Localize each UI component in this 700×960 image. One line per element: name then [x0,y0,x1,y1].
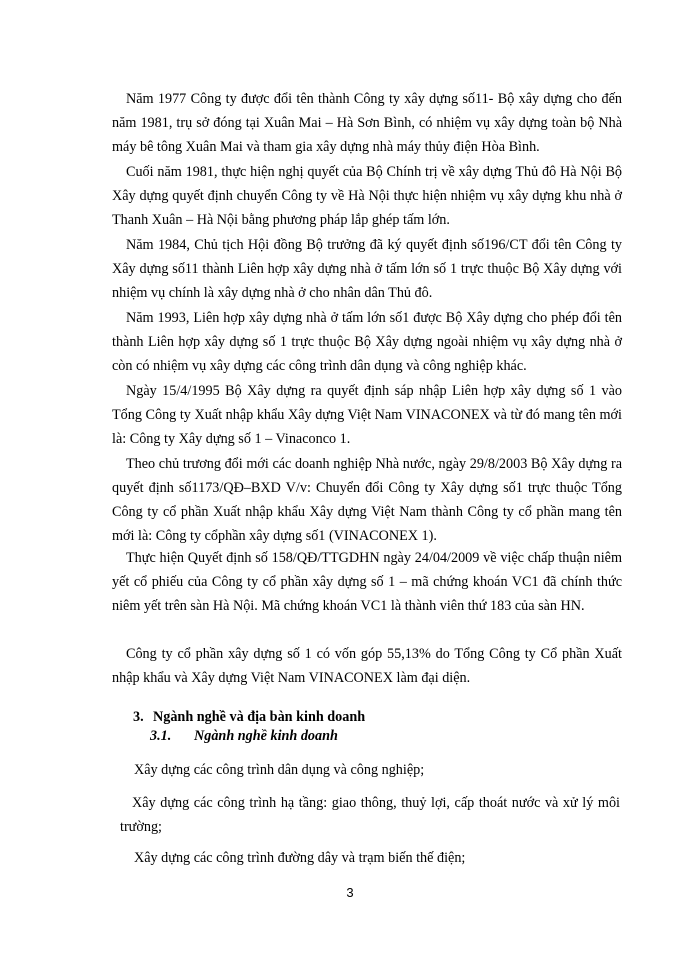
page-number: 3 [346,885,354,900]
paragraph-1993: Năm 1993, Liên hợp xây dựng nhà ở tấm lớn số1 được Bộ Xây dựng cho phép đổi tên thành Liên hợp xây dựng số 1 trực thuộc Bộ Xây dựng ngoài nhiệm vụ xây dựng nhà ở còn có nhiệm vụ xây dựng các công trình dân dụng và công nghiệp khác. [112,310,622,374]
section-3-number: 3. [133,709,144,725]
business-line-civil: Xây dựng các công trình dân dụng và công nghiệp; [134,762,425,778]
section-3-1-heading [150,724,338,748]
paragraph-1984: Năm 1984, Chủ tịch Hội đồng Bộ trưởng đã ký quyết định số196/CT đổi tên Công ty Xây dựng số11 thành Liên hợp xây dựng nhà ở tấm lớn số 1 trực thuộc Bộ Xây dựng với nhiệm vụ chính là xây dựng nhà ở cho nhân dân Thủ đô. [112,237,622,301]
paragraph-capital: Công ty cổ phần xây dựng số 1 có vốn góp 55,13% do Tổng Công ty Cổ phần Xuất nhập khẩu và Xây dựng Việt Nam VINACONEX làm đại diện. [112,646,622,686]
section-3-1-number: 3.1. [150,728,172,744]
paragraph-1995: Ngày 15/4/1995 Bộ Xây dựng ra quyết định sáp nhập Liên hợp xây dựng số 1 vào Tổng Công ty Xuất nhập khẩu Xây dựng Việt Nam VINACONEX và từ đó mang tên mới là: Công ty Xây dựng số 1 – Vinaconco 1. [112,383,622,447]
paragraph-2009: Thực hiện Quyết định số 158/QĐ/TTGDHN ngày 24/04/2009 về việc chấp thuận niêm yết cổ phiếu của Công ty cổ phần xây dựng số 1 – mã chứng khoán VC1 đã chính thức niêm yết trên sàn Hà Nội. Mã chứng khoán VC1 là thành viên thứ 183 của sàn HN. [112,550,622,614]
business-line-power: Xây dựng các công trình đường dây và trạm biến thế điện; [134,850,466,866]
section-3-title: Ngành nghề và địa bàn kinh doanh [153,709,366,725]
paragraph-2003: Theo chủ trương đổi mới các doanh nghiệp Nhà nước, ngày 29/8/2003 Bộ Xây dựng ra quyết định số1173/QĐ–BXD V/v: Chuyển đổi Công ty Xây dựng số1 trực thuộc Tổng Công ty cổ phần Xuất nhập khẩu Xây dựng Việt Nam thành Công ty cổ phần mang tên mới là: Công ty cổphần xây dựng số1 (VINACONEX 1). [112,456,622,544]
business-line-infrastructure: Xây dựng các công trình hạ tầng: giao thông, thuỷ lợi, cấp thoát nước và xử lý môi trường; [120,795,620,835]
section-3-1-title: Ngành nghề kinh doanh [194,728,338,744]
paragraph-1981: Cuối năm 1981, thực hiện nghị quyết của Bộ Chính trị về xây dựng Thủ đô Hà Nội Bộ Xây dựng quyết định chuyển Công ty về Hà Nội thực hiện nhiệm vụ xây dựng khu nhà ở Thanh Xuân – Hà Nội bằng phương pháp lắp ghép tấm lớn. [112,164,622,228]
paragraph-1977: Năm 1977 Công ty được đổi tên thành Công ty xây dựng số11- Bộ xây dựng cho đến năm 1981, trụ sở đóng tại Xuân Mai – Hà Sơn Bình, có nhiệm vụ xây dựng toàn bộ Nhà máy bê tông Xuân Mai và tham gia xây dựng nhà máy thủy điện Hòa Bình. [112,91,622,155]
